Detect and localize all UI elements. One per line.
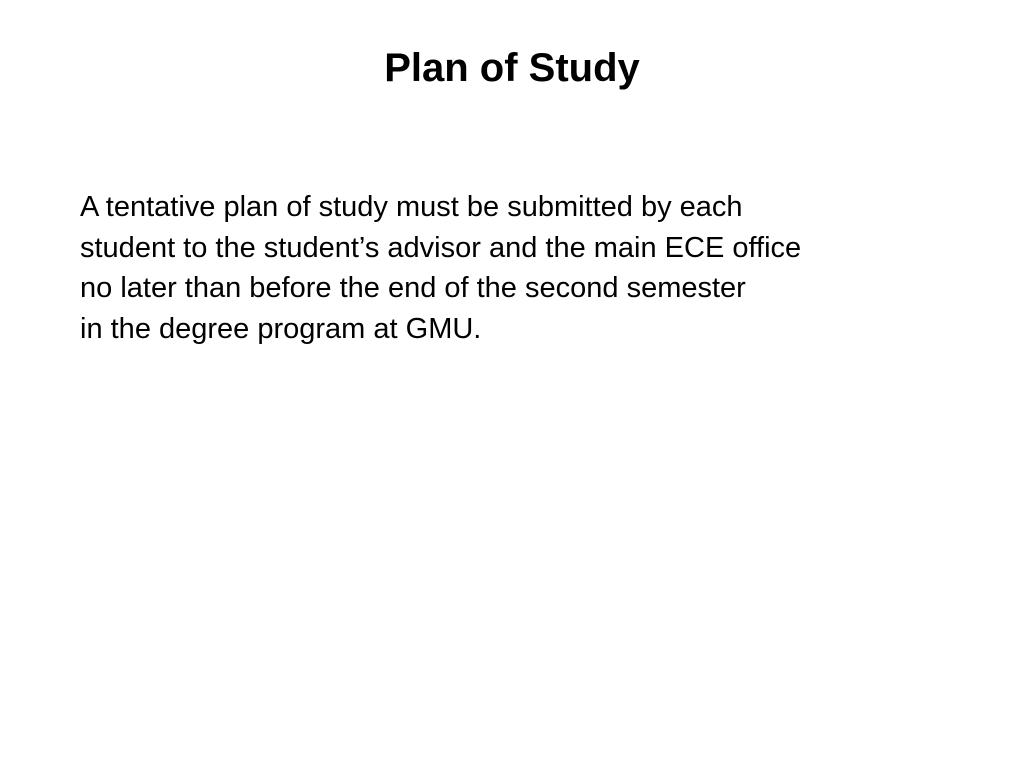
body-line-2: student to the student’s advisor and the main ECE office xyxy=(80,231,802,264)
body-line-3: no later than before the end of the second semester xyxy=(80,272,746,304)
slide-title: Plan of Study xyxy=(384,46,640,90)
body-line-1: A tentative plan of study must be submitted by each xyxy=(80,191,743,223)
slide-body xyxy=(80,187,980,349)
body-line-4: in the degree program at GMU. xyxy=(80,312,482,345)
